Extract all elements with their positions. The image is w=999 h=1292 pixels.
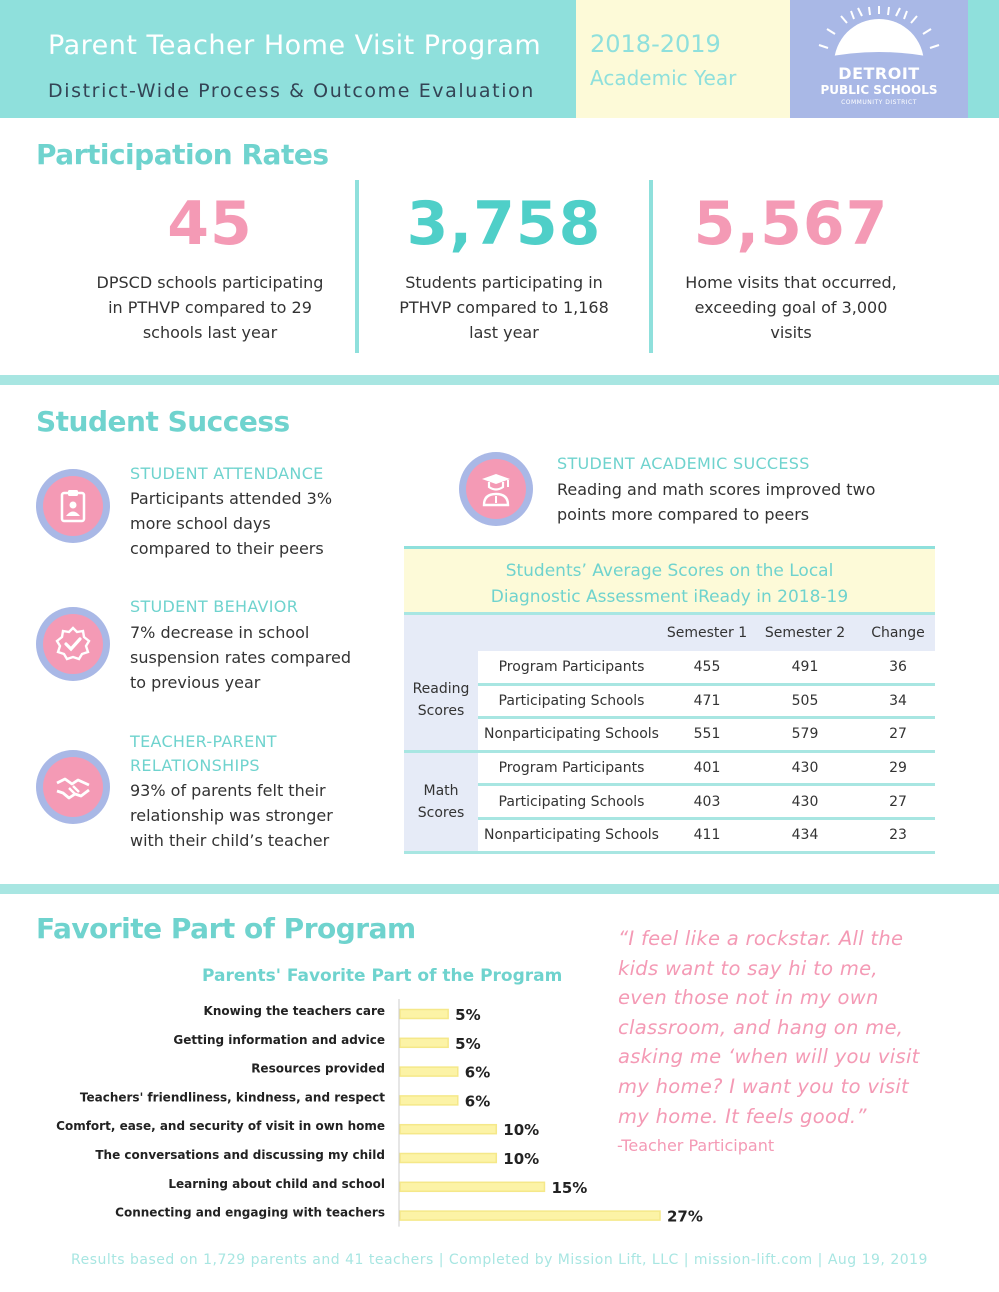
chart-category-label: Resources provided: [251, 1061, 385, 1076]
chart-value-label: 27%: [667, 1207, 703, 1226]
chart-value-label: 6%: [464, 1092, 491, 1111]
chart-category-label: Getting information and advice: [173, 1032, 385, 1047]
page-subtitle: District-Wide Process & Outcome Evaluation: [48, 80, 535, 102]
table-row: Nonparticipating Schools 411 434 23: [404, 818, 935, 852]
chart-category-label: Connecting and engaging with teachers: [115, 1205, 385, 1220]
badge-check-icon: [55, 626, 91, 662]
favorite-part-bar-chart: [0, 995, 720, 1235]
graduate-icon: [478, 471, 514, 507]
header-accent-strip: [968, 0, 999, 118]
favorite-part-heading: Favorite Part of Program: [36, 912, 416, 945]
participation-rates-heading: Participation Rates: [36, 138, 329, 171]
chart-bar: [400, 1010, 448, 1019]
table-row: Reading Scores Program Participants 455 491 36: [404, 651, 935, 685]
relationships-icon-badge: [36, 750, 110, 824]
attendance-text: Participants attended 3% more school days compared to their peers: [130, 489, 333, 558]
quote-attribution: -Teacher Participant: [617, 1136, 775, 1155]
stat-schools-description: DPSCD schools participating in PTHVP compared to 29 schools last year: [96, 273, 324, 342]
scores-table: [404, 612, 935, 854]
column-header: Semester 2: [749, 614, 861, 651]
chart-bar: [400, 1096, 458, 1105]
stat-students-description: Students participating in PTHVP compared to 1,168 last year: [399, 273, 609, 342]
attendance-heading: STUDENT ATTENDANCE: [130, 464, 324, 483]
behavior-heading: STUDENT BEHAVIOR: [130, 597, 299, 616]
chart-bar: [400, 1182, 544, 1191]
table-row: Participating Schools 471 505 34: [404, 684, 935, 718]
chart-bar: [400, 1125, 496, 1134]
stat-schools-value: 45: [167, 189, 253, 259]
page-title: Parent Teacher Home Visit Program: [48, 30, 542, 61]
relationships-heading: TEACHER-PARENT RELATIONSHIPS: [130, 732, 277, 775]
chart-value-label: 10%: [503, 1121, 540, 1140]
section-divider-band: [0, 884, 999, 894]
stat-divider: [355, 180, 359, 353]
chart-value-label: 5%: [455, 1034, 481, 1053]
chart-value-label: 10%: [503, 1150, 540, 1168]
academic-year-label: Academic Year: [590, 66, 737, 90]
header-year-panel: [576, 0, 790, 118]
chart-category-label: Learning about child and school: [168, 1176, 385, 1191]
chart-bar: [400, 1067, 458, 1076]
header-title-panel: [0, 0, 576, 118]
chart-bar: [400, 1211, 660, 1220]
chart-value-label: 5%: [455, 1006, 481, 1024]
stat-students-value: 3,758: [406, 189, 602, 259]
logo-text-community-district: COMMUNITY DISTRICT: [841, 99, 917, 106]
chart-category-label: Comfort, ease, and security of visit in own home: [56, 1119, 385, 1134]
row-group-label: Math Scores: [404, 751, 478, 852]
chart-category-label: Teachers' friendliness, kindness, and respect: [79, 1090, 385, 1105]
relationships-text: 93% of parents felt their relationship was stronger with their child’s teacher: [130, 781, 333, 850]
chart-value-label: 6%: [464, 1063, 491, 1082]
table-row: Nonparticipating Schools 551 579 27: [404, 718, 935, 752]
behavior-text: 7% decrease in school suspension rates compared to previous year: [130, 623, 352, 692]
attendance-icon-badge: [36, 469, 110, 543]
logo-text-detroit: DETROIT: [838, 64, 920, 83]
table-caption: Students’ Average Scores on the Local Diagnostic Assessment iReady in 2018-19: [404, 546, 935, 612]
teacher-quote: “I feel like a rockstar. All the kids want to say hi to me, even those not in my own classroom, and hang on me, asking me ‘when will you visit my home? I want you to visit my home. It feels good.”: [618, 927, 920, 1128]
section-divider-band: [0, 375, 999, 385]
chart-category-label: Knowing the teachers care: [203, 1004, 385, 1018]
academic-text: Reading and math scores improved two points more compared to peers: [557, 480, 876, 524]
stat-home-visits-value: 5,567: [693, 189, 889, 259]
student-success-heading: Student Success: [36, 405, 290, 438]
behavior-icon-badge: [36, 607, 110, 681]
iready-scores-table: [404, 546, 935, 854]
chart-bar: [400, 1038, 448, 1047]
table-row: Participating Schools 403 430 27: [404, 785, 935, 819]
column-header: Semester 1: [665, 614, 749, 651]
stat-students: [364, 186, 644, 345]
stat-home-visits-description: Home visits that occurred, exceeding goal of 3,000 visits: [685, 273, 897, 342]
academic-icon-badge: [459, 452, 533, 526]
stat-home-visits: [651, 186, 931, 345]
chart-value-label: 15%: [551, 1178, 588, 1197]
row-group-label: Reading Scores: [404, 651, 478, 752]
table-row: Math Scores Program Participants 401 430 29: [404, 751, 935, 785]
table-header-row: [404, 614, 935, 651]
handshake-icon: [55, 769, 91, 805]
clipboard-icon: [55, 488, 91, 524]
chart-bar: [400, 1154, 496, 1163]
district-logo: [790, 0, 968, 118]
chart-title: Parents' Favorite Part of the Program: [202, 966, 563, 986]
logo-text-public-schools: PUBLIC SCHOOLS: [820, 83, 938, 97]
column-header: Change: [861, 614, 935, 651]
footer-note: Results based on 1,729 parents and 41 teachers | Completed by Mission Lift, LLC | mission-lift.com | Aug 19, 2019: [71, 1252, 928, 1268]
academic-heading: STUDENT ACADEMIC SUCCESS: [557, 454, 810, 473]
chart-category-label: The conversations and discussing my child: [95, 1148, 385, 1162]
sunrise-icon: [812, 6, 946, 66]
stat-schools: [70, 186, 350, 345]
academic-year: 2018-2019: [590, 30, 721, 58]
